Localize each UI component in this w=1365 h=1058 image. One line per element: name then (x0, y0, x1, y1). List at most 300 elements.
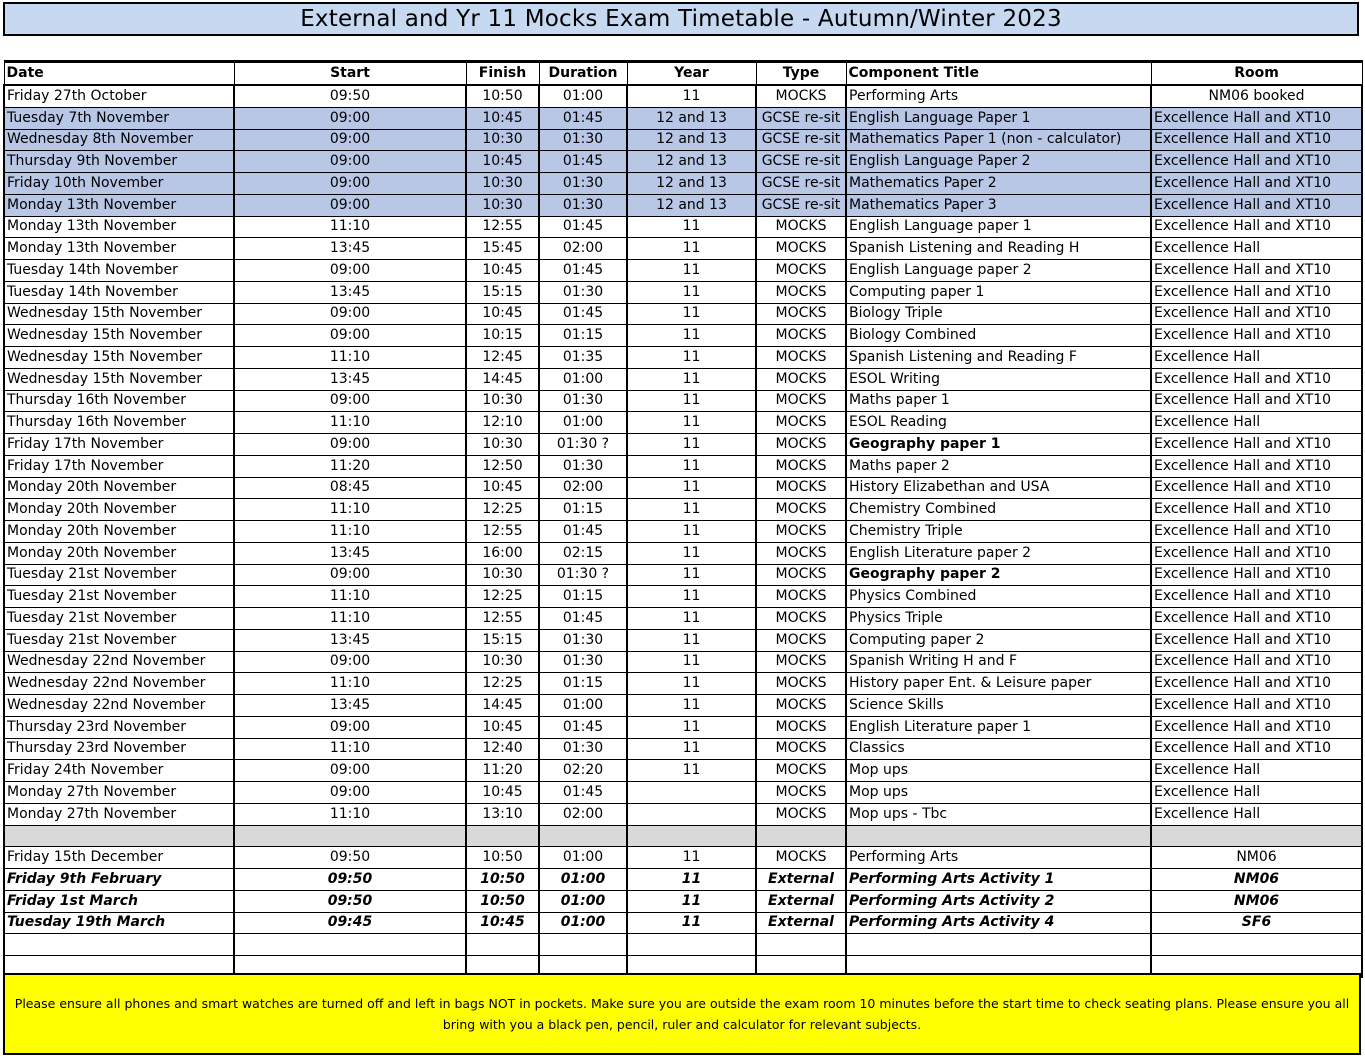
table-row (4, 629, 1362, 651)
cell-component: English Literature paper 2 (846, 542, 1151, 564)
table-row (4, 803, 1362, 825)
table-row (4, 173, 1362, 195)
cell-start: 11:10 (234, 586, 466, 608)
cell-year: 11 (627, 303, 756, 325)
cell-start: 11:10 (234, 216, 466, 238)
cell-room (1151, 934, 1362, 956)
table-row (4, 890, 1362, 912)
cell-duration: 02:00 (539, 238, 627, 260)
cell-type: MOCKS (756, 738, 846, 760)
cell-component: Biology Combined (846, 325, 1151, 347)
cell-finish (466, 934, 539, 956)
cell-room: Excellence Hall and XT10 (1151, 477, 1362, 499)
cell-start: 09:00 (234, 151, 466, 173)
cell-room: Excellence Hall and XT10 (1151, 151, 1362, 173)
cell-type: MOCKS (756, 847, 846, 869)
cell-year: 11 (627, 695, 756, 717)
cell-date: Tuesday 14th November (4, 281, 234, 303)
cell-type: MOCKS (756, 347, 846, 369)
exam-notice: Please ensure all phones and smart watches are turned off and left in bags NOT in pockets. Make sure you are outside the exam room 10 minutes before the start time to check seating plans. Please ensure you all bring with you a black pen, pencil, ruler and calculator for relevant subjects. (3, 973, 1361, 1055)
cell-room: Excellence Hall and XT10 (1151, 651, 1362, 673)
cell-start: 13:45 (234, 238, 466, 260)
cell-room: Excellence Hall and XT10 (1151, 368, 1362, 390)
table-row (4, 455, 1362, 477)
cell-finish: 10:30 (466, 434, 539, 456)
cell-type (756, 825, 846, 847)
cell-start: 09:00 (234, 390, 466, 412)
cell-year: 11 (627, 912, 756, 934)
cell-room: Excellence Hall and XT10 (1151, 216, 1362, 238)
table-row (4, 368, 1362, 390)
cell-room: Excellence Hall and XT10 (1151, 629, 1362, 651)
cell-year: 11 (627, 564, 756, 586)
cell-date: Thursday 23rd November (4, 716, 234, 738)
cell-year: 11 (627, 260, 756, 282)
cell-room: Excellence Hall and XT10 (1151, 173, 1362, 195)
table-row (4, 564, 1362, 586)
cell-year: 11 (627, 651, 756, 673)
header-type: Type (756, 62, 846, 86)
cell-duration: 01:45 (539, 107, 627, 129)
cell-start: 09:00 (234, 107, 466, 129)
cell-date: Monday 13th November (4, 194, 234, 216)
cell-type: MOCKS (756, 673, 846, 695)
cell-room: Excellence Hall and XT10 (1151, 564, 1362, 586)
cell-room: Excellence Hall and XT10 (1151, 281, 1362, 303)
cell-finish: 14:45 (466, 695, 539, 717)
cell-type: MOCKS (756, 564, 846, 586)
cell-year: 11 (627, 347, 756, 369)
cell-start: 09:50 (234, 890, 466, 912)
cell-room: Excellence Hall and XT10 (1151, 434, 1362, 456)
cell-date: Thursday 16th November (4, 412, 234, 434)
table-row (4, 673, 1362, 695)
cell-start: 09:50 (234, 869, 466, 891)
cell-room: Excellence Hall and XT10 (1151, 129, 1362, 151)
header-row (4, 62, 1362, 86)
cell-finish: 10:30 (466, 129, 539, 151)
cell-date (4, 825, 234, 847)
cell-type: MOCKS (756, 85, 846, 107)
cell-duration: 01:45 (539, 521, 627, 543)
cell-year: 11 (627, 477, 756, 499)
cell-year: 11 (627, 434, 756, 456)
cell-type: GCSE re-sit (756, 151, 846, 173)
cell-duration: 01:15 (539, 499, 627, 521)
cell-finish: 12:25 (466, 499, 539, 521)
cell-component: English Language paper 2 (846, 260, 1151, 282)
cell-start: 11:10 (234, 521, 466, 543)
cell-type: MOCKS (756, 782, 846, 804)
cell-date: Monday 27th November (4, 782, 234, 804)
cell-room: Excellence Hall and XT10 (1151, 695, 1362, 717)
cell-year (627, 934, 756, 956)
table-row (4, 325, 1362, 347)
table-row (4, 281, 1362, 303)
cell-date: Wednesday 15th November (4, 368, 234, 390)
cell-start (234, 825, 466, 847)
header-component: Component Title (846, 62, 1151, 86)
cell-room: Excellence Hall and XT10 (1151, 608, 1362, 630)
cell-duration: 01:00 (539, 368, 627, 390)
cell-finish: 10:45 (466, 260, 539, 282)
cell-date: Friday 24th November (4, 760, 234, 782)
cell-date: Thursday 9th November (4, 151, 234, 173)
cell-component: ESOL Reading (846, 412, 1151, 434)
cell-start: 09:00 (234, 716, 466, 738)
cell-finish: 12:25 (466, 586, 539, 608)
cell-year: 11 (627, 673, 756, 695)
table-row (4, 107, 1362, 129)
table-row (4, 521, 1362, 543)
cell-finish: 15:45 (466, 238, 539, 260)
cell-type: MOCKS (756, 368, 846, 390)
cell-component: Mathematics Paper 3 (846, 194, 1151, 216)
cell-component: Mathematics Paper 1 (non - calculator) (846, 129, 1151, 151)
cell-component: Maths paper 1 (846, 390, 1151, 412)
cell-date: Monday 27th November (4, 803, 234, 825)
cell-room: Excellence Hall (1151, 412, 1362, 434)
cell-component: Mop ups (846, 782, 1151, 804)
cell-room: Excellence Hall (1151, 803, 1362, 825)
cell-duration: 01:00 (539, 869, 627, 891)
cell-type: MOCKS (756, 608, 846, 630)
cell-finish: 12:55 (466, 521, 539, 543)
cell-component: English Language paper 1 (846, 216, 1151, 238)
cell-duration: 01:45 (539, 151, 627, 173)
cell-year: 11 (627, 390, 756, 412)
cell-date: Wednesday 22nd November (4, 695, 234, 717)
cell-date (4, 934, 234, 956)
cell-type: MOCKS (756, 260, 846, 282)
cell-duration: 01:30 (539, 281, 627, 303)
cell-duration: 01:00 (539, 85, 627, 107)
cell-year: 11 (627, 629, 756, 651)
table-row (4, 825, 1362, 847)
cell-duration: 01:00 (539, 912, 627, 934)
cell-type: GCSE re-sit (756, 107, 846, 129)
cell-type: GCSE re-sit (756, 129, 846, 151)
cell-date: Monday 13th November (4, 216, 234, 238)
cell-component: Physics Triple (846, 608, 1151, 630)
timetable-body (4, 85, 1362, 977)
cell-duration: 01:30 (539, 173, 627, 195)
cell-finish: 10:50 (466, 869, 539, 891)
cell-year: 11 (627, 85, 756, 107)
header-start: Start (234, 62, 466, 86)
cell-finish: 15:15 (466, 629, 539, 651)
cell-room: NM06 (1151, 847, 1362, 869)
cell-year: 11 (627, 586, 756, 608)
table-row (4, 151, 1362, 173)
table-row (4, 238, 1362, 260)
cell-start: 09:00 (234, 782, 466, 804)
cell-start: 11:10 (234, 738, 466, 760)
cell-component: Mop ups (846, 760, 1151, 782)
cell-duration: 01:30 (539, 738, 627, 760)
table-row (4, 85, 1362, 107)
cell-component: ESOL Writing (846, 368, 1151, 390)
cell-date: Friday 1st March (4, 890, 234, 912)
cell-room: NM06 booked (1151, 85, 1362, 107)
cell-date: Wednesday 22nd November (4, 673, 234, 695)
cell-year: 11 (627, 325, 756, 347)
cell-room: Excellence Hall and XT10 (1151, 107, 1362, 129)
cell-room: Excellence Hall and XT10 (1151, 738, 1362, 760)
cell-duration: 01:15 (539, 325, 627, 347)
cell-room: Excellence Hall and XT10 (1151, 390, 1362, 412)
cell-start: 09:00 (234, 760, 466, 782)
cell-component: Biology Triple (846, 303, 1151, 325)
cell-duration (539, 825, 627, 847)
table-row (4, 477, 1362, 499)
cell-finish: 10:30 (466, 194, 539, 216)
cell-component: Spanish Listening and Reading H (846, 238, 1151, 260)
cell-finish: 12:45 (466, 347, 539, 369)
header-room: Room (1151, 62, 1362, 86)
cell-component: Performing Arts Activity 2 (846, 890, 1151, 912)
cell-start: 11:10 (234, 499, 466, 521)
cell-duration: 01:30 (539, 390, 627, 412)
cell-room: Excellence Hall (1151, 782, 1362, 804)
cell-duration: 01:15 (539, 586, 627, 608)
cell-start: 08:45 (234, 477, 466, 499)
cell-date: Thursday 23rd November (4, 738, 234, 760)
cell-start: 09:50 (234, 85, 466, 107)
cell-type: MOCKS (756, 629, 846, 651)
cell-component: Computing paper 2 (846, 629, 1151, 651)
cell-duration: 01:30 (539, 455, 627, 477)
cell-duration: 01:45 (539, 608, 627, 630)
cell-component: Mop ups - Tbc (846, 803, 1151, 825)
cell-duration: 01:35 (539, 347, 627, 369)
cell-finish: 10:30 (466, 390, 539, 412)
cell-year: 11 (627, 847, 756, 869)
table-row (4, 869, 1362, 891)
cell-type: MOCKS (756, 216, 846, 238)
cell-finish: 12:55 (466, 216, 539, 238)
cell-component: Performing Arts (846, 85, 1151, 107)
cell-finish: 10:45 (466, 477, 539, 499)
cell-finish: 15:15 (466, 281, 539, 303)
cell-start: 11:10 (234, 673, 466, 695)
cell-start: 09:00 (234, 434, 466, 456)
cell-finish: 10:45 (466, 716, 539, 738)
cell-finish: 10:45 (466, 107, 539, 129)
cell-component: Mathematics Paper 2 (846, 173, 1151, 195)
cell-type: MOCKS (756, 238, 846, 260)
cell-room: NM06 (1151, 869, 1362, 891)
table-row (4, 586, 1362, 608)
cell-duration: 01:30 (539, 129, 627, 151)
cell-component: Classics (846, 738, 1151, 760)
cell-start: 09:00 (234, 260, 466, 282)
cell-component: Chemistry Combined (846, 499, 1151, 521)
table-row (4, 542, 1362, 564)
cell-duration: 01:30 (539, 651, 627, 673)
cell-room: Excellence Hall and XT10 (1151, 673, 1362, 695)
cell-date: Tuesday 19th March (4, 912, 234, 934)
cell-type: MOCKS (756, 477, 846, 499)
cell-component: Performing Arts (846, 847, 1151, 869)
cell-type: MOCKS (756, 716, 846, 738)
page-title: External and Yr 11 Mocks Exam Timetable - Autumn/Winter 2023 (3, 2, 1359, 36)
cell-finish: 10:45 (466, 782, 539, 804)
table-row (4, 216, 1362, 238)
cell-start: 13:45 (234, 695, 466, 717)
table-row (4, 934, 1362, 956)
cell-date: Monday 20th November (4, 542, 234, 564)
cell-date: Friday 17th November (4, 455, 234, 477)
cell-date: Friday 27th October (4, 85, 234, 107)
cell-year: 12 and 13 (627, 173, 756, 195)
cell-room: Excellence Hall (1151, 760, 1362, 782)
cell-room: Excellence Hall and XT10 (1151, 521, 1362, 543)
cell-component: English Language Paper 1 (846, 107, 1151, 129)
cell-type: MOCKS (756, 521, 846, 543)
cell-duration: 01:15 (539, 673, 627, 695)
cell-start: 11:10 (234, 412, 466, 434)
cell-date: Tuesday 21st November (4, 608, 234, 630)
cell-room: Excellence Hall and XT10 (1151, 194, 1362, 216)
cell-duration: 02:20 (539, 760, 627, 782)
cell-type: MOCKS (756, 586, 846, 608)
cell-year: 11 (627, 890, 756, 912)
cell-finish: 12:25 (466, 673, 539, 695)
cell-finish (466, 825, 539, 847)
cell-component: Physics Combined (846, 586, 1151, 608)
cell-duration: 02:15 (539, 542, 627, 564)
cell-type: MOCKS (756, 455, 846, 477)
table-row (4, 434, 1362, 456)
cell-date: Tuesday 21st November (4, 586, 234, 608)
cell-component: History Elizabethan and USA (846, 477, 1151, 499)
cell-date: Wednesday 15th November (4, 347, 234, 369)
cell-room: Excellence Hall and XT10 (1151, 716, 1362, 738)
cell-component: Maths paper 2 (846, 455, 1151, 477)
cell-date: Wednesday 8th November (4, 129, 234, 151)
cell-duration: 01:45 (539, 716, 627, 738)
cell-year (627, 782, 756, 804)
cell-type: MOCKS (756, 434, 846, 456)
cell-type: GCSE re-sit (756, 173, 846, 195)
cell-type: MOCKS (756, 412, 846, 434)
cell-finish: 12:55 (466, 608, 539, 630)
cell-component: Performing Arts Activity 4 (846, 912, 1151, 934)
cell-year: 11 (627, 412, 756, 434)
cell-duration: 01:30 ? (539, 564, 627, 586)
cell-date: Monday 20th November (4, 499, 234, 521)
table-row (4, 651, 1362, 673)
cell-start: 13:45 (234, 542, 466, 564)
cell-finish: 10:30 (466, 651, 539, 673)
cell-duration: 01:45 (539, 260, 627, 282)
cell-finish: 16:00 (466, 542, 539, 564)
cell-component: Performing Arts Activity 1 (846, 869, 1151, 891)
table-row (4, 129, 1362, 151)
cell-date: Monday 13th November (4, 238, 234, 260)
cell-finish: 12:50 (466, 455, 539, 477)
cell-date: Tuesday 21st November (4, 564, 234, 586)
table-row (4, 412, 1362, 434)
cell-type: External (756, 890, 846, 912)
exam-timetable (3, 60, 1363, 978)
table-row (4, 847, 1362, 869)
cell-duration: 01:00 (539, 847, 627, 869)
cell-finish: 10:45 (466, 151, 539, 173)
cell-room: Excellence Hall and XT10 (1151, 325, 1362, 347)
cell-start: 11:10 (234, 803, 466, 825)
cell-year: 11 (627, 716, 756, 738)
cell-date: Thursday 16th November (4, 390, 234, 412)
table-row (4, 695, 1362, 717)
cell-year (627, 825, 756, 847)
cell-date: Friday 10th November (4, 173, 234, 195)
cell-component (846, 934, 1151, 956)
cell-duration: 01:45 (539, 216, 627, 238)
cell-component: English Literature paper 1 (846, 716, 1151, 738)
cell-component: Chemistry Triple (846, 521, 1151, 543)
cell-component: Computing paper 1 (846, 281, 1151, 303)
cell-finish: 10:30 (466, 564, 539, 586)
cell-duration: 01:45 (539, 303, 627, 325)
cell-year: 12 and 13 (627, 194, 756, 216)
cell-date: Friday 9th February (4, 869, 234, 891)
cell-date: Wednesday 15th November (4, 303, 234, 325)
cell-date: Tuesday 21st November (4, 629, 234, 651)
cell-start: 09:00 (234, 129, 466, 151)
cell-year: 11 (627, 281, 756, 303)
cell-year: 11 (627, 608, 756, 630)
cell-year: 11 (627, 869, 756, 891)
cell-room (1151, 825, 1362, 847)
cell-start: 13:45 (234, 368, 466, 390)
cell-type: MOCKS (756, 542, 846, 564)
header-date: Date (4, 62, 234, 86)
cell-component: Spanish Listening and Reading F (846, 347, 1151, 369)
cell-room: Excellence Hall and XT10 (1151, 303, 1362, 325)
cell-duration: 02:00 (539, 477, 627, 499)
header-year: Year (627, 62, 756, 86)
cell-duration: 01:45 (539, 782, 627, 804)
cell-start (234, 934, 466, 956)
cell-finish: 13:10 (466, 803, 539, 825)
cell-year: 11 (627, 499, 756, 521)
cell-date: Tuesday 14th November (4, 260, 234, 282)
cell-start: 11:10 (234, 347, 466, 369)
cell-room: Excellence Hall (1151, 347, 1362, 369)
cell-type: MOCKS (756, 325, 846, 347)
cell-finish: 10:50 (466, 847, 539, 869)
cell-room: Excellence Hall (1151, 238, 1362, 260)
table-row (4, 912, 1362, 934)
cell-room: SF6 (1151, 912, 1362, 934)
cell-year: 12 and 13 (627, 107, 756, 129)
cell-year: 12 and 13 (627, 129, 756, 151)
cell-finish: 10:45 (466, 303, 539, 325)
cell-duration: 01:30 (539, 194, 627, 216)
cell-duration: 01:30 ? (539, 434, 627, 456)
cell-date: Friday 15th December (4, 847, 234, 869)
cell-start: 11:20 (234, 455, 466, 477)
cell-room: Excellence Hall and XT10 (1151, 455, 1362, 477)
cell-component: History paper Ent. & Leisure paper (846, 673, 1151, 695)
cell-type: External (756, 912, 846, 934)
cell-year: 11 (627, 216, 756, 238)
cell-type (756, 934, 846, 956)
cell-date: Monday 20th November (4, 477, 234, 499)
cell-duration: 01:00 (539, 890, 627, 912)
